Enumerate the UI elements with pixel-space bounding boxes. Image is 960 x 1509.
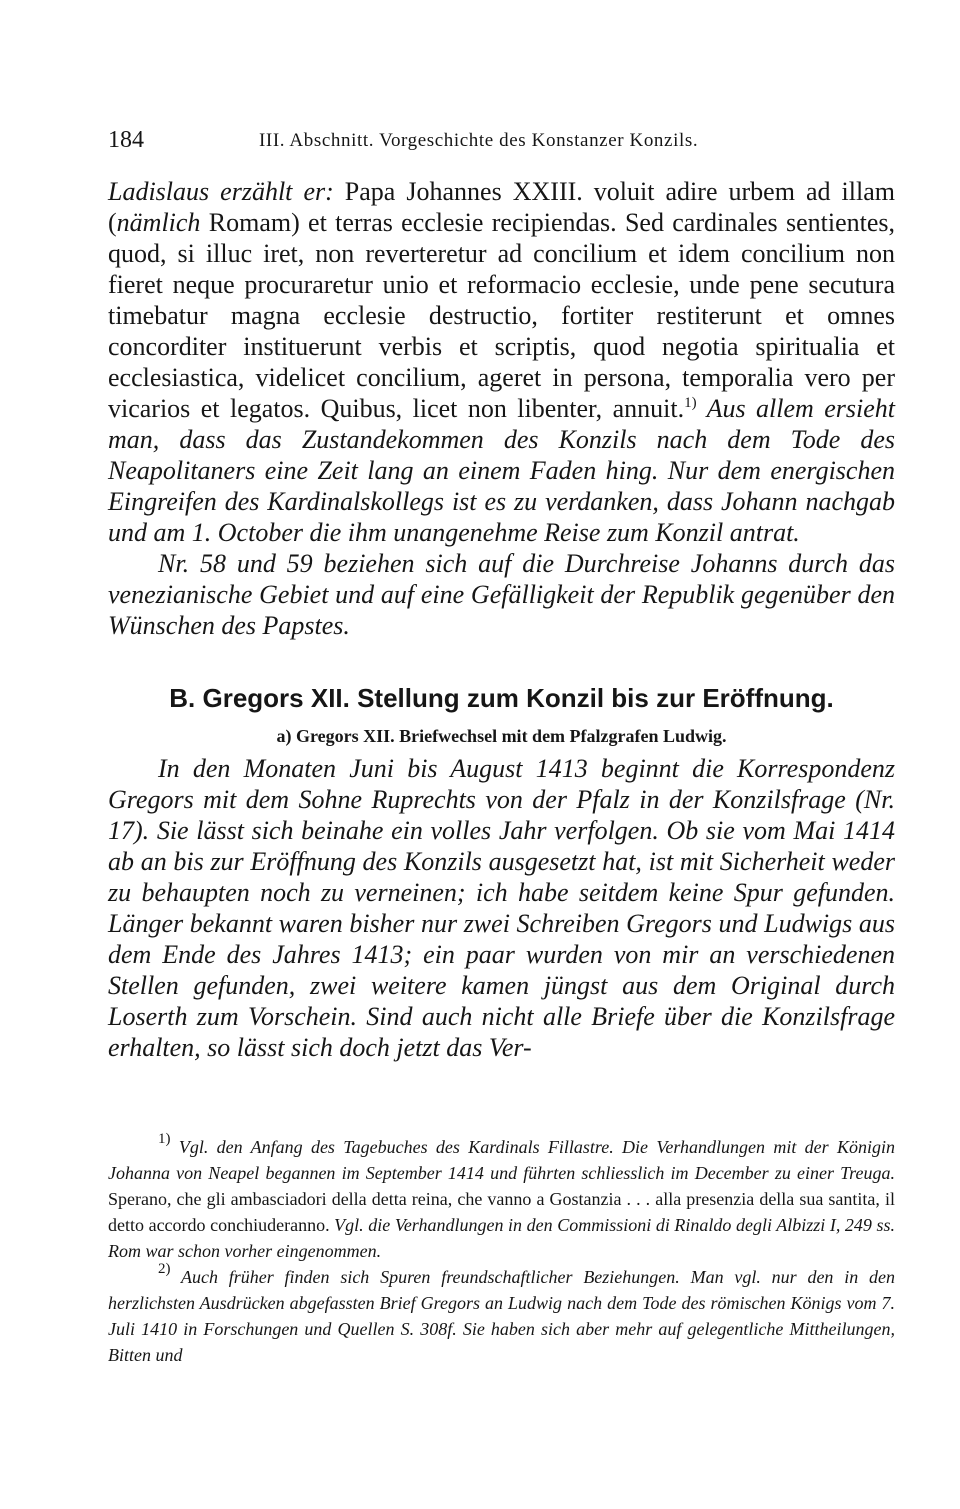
paragraph-ladislaus-commentary: Aus allem ersieht man, dass das Zustandekommen des Konzils nach dem Tode des Neapolitaners eine Zeit lang an einem Faden hing. Nur dem energischen Eingreifen des Kardinalskollegs ist es zu verdanken, dass Johann nachgab und am 1. October die ihm unangenehme Reise zum Konzil antrat. [108, 394, 896, 547]
page-number: 184 [108, 127, 144, 153]
section-title: B. Gregors XII. Stellung zum Konzil bis zur Eröffnung. [169, 683, 834, 713]
page-header [108, 127, 895, 157]
subsection-title: a) Gregors XII. Briefwechsel mit dem Pfalzgrafen Ludwig. [276, 726, 727, 746]
latin-quote-part-2: Romam) et terras ecclesie recipiendas. Sed cardinales sentientes, quod, si illuc iret, non reverteretur ad concilium et idem concilium non fieret neque procuraretur unio et reformacio ecclesie, unde pene secutura timebatur magna ecclesie destructio, fortiter restiterunt et omnes concorditer instituerunt verbis et scriptis, quod negotia spiritualia et ecclesiastica, videlicet concilium, ageret in persona, temporalia vero per vicarios et legatos. Quibus, licet non libenter, annuit. [108, 208, 895, 423]
paragraph-venice-text: Nr. 58 und 59 beziehen sich auf die Durchreise Johanns durch das venezianische Gebiet und auf eine Gefälligkeit der Republik gegenüber den Wünschen des Papstes. [108, 549, 895, 640]
footnote-1-italian-quote: Sperano, che gli ambasciadori della detta reina, che vanno a Gostanzia . . . alla presenzia della sua santita, il detto accordo conchiuderanno. [108, 1189, 895, 1235]
footnote-2-mark: 2) [158, 1261, 171, 1277]
footnote-1 [108, 1131, 896, 1264]
running-title: III. Abschnitt. Vorgeschichte des Konstanzer Konzils. [259, 130, 699, 151]
footnote-1-mark: 1) [158, 1131, 171, 1147]
latin-quote-part-1: Papa Johannes XXIII. voluit adire urbem ad illam ( [108, 177, 895, 237]
footnote-ref-1[interactable]: 1) [684, 395, 697, 411]
latin-quote-gloss: nämlich [116, 208, 201, 237]
footnote-1-part-2: Vgl. die Verhandlungen in den Commissioni di Rinaldo degli Albizzi I, 249 ss. Rom war schon vorher eingenommen. [108, 1215, 896, 1261]
main-text [108, 176, 895, 1063]
footnote-2-text: Auch früher finden sich Spuren freundschaftlicher Beziehungen. Man vgl. nur den in den herzlichsten Ausdrücken abgefassten Brief Gregors an Ludwig nach dem Tode des römischen Königs vom 7. Juli 1410 in Forschungen und Quellen S. 308f. Sie haben sich aber mehr auf gelegentliche Mittheilungen, Bitten und [108, 1267, 895, 1365]
footnote-1-part-1: Vgl. den Anfang des Tagebuches des Kardinals Fillastre. Die Verhandlungen mit der Königin Johanna von Neapel begannen im September 1414 und führten schliesslich im December zu einer Treuga. [108, 1137, 895, 1183]
paragraph-correspondence [108, 753, 895, 1063]
paragraph-ladislaus-intro: Ladislaus erzählt er: [108, 177, 334, 206]
paragraph-ladislaus [108, 176, 895, 548]
footnote-2 [108, 1261, 895, 1368]
paragraph-correspondence-text: In den Monaten Juni bis August 1413 beginnt die Korrespondenz Gregors mit dem Sohne Ruprechts von der Pfalz in der Konzilsfrage (Nr. 17). Sie lässt sich beinahe ein volles Jahr verfolgen. Ob sie vom Mai 1414 ab an bis zur Eröffnung des Konzils ausgesetzt hat, ist mit Sicherheit weder zu behaupten noch zu verneinen; ich habe seitdem keine Spur gefunden. Länger bekannt waren bisher nur zwei Schreiben Gregors und Ludwigs aus dem Ende des Jahres 1413; ein paar wurden von mir an verschiedenen Stellen gefunden, zwei weitere kamen jüngst aus dem Original durch Loserth zum Vorschein. Sind auch nicht alle Briefe über die Konzilsfrage erhalten, so lässt sich doch jetzt das Ver- [108, 754, 895, 1062]
footnotes [108, 1131, 896, 1368]
paragraph-venice [108, 548, 895, 641]
